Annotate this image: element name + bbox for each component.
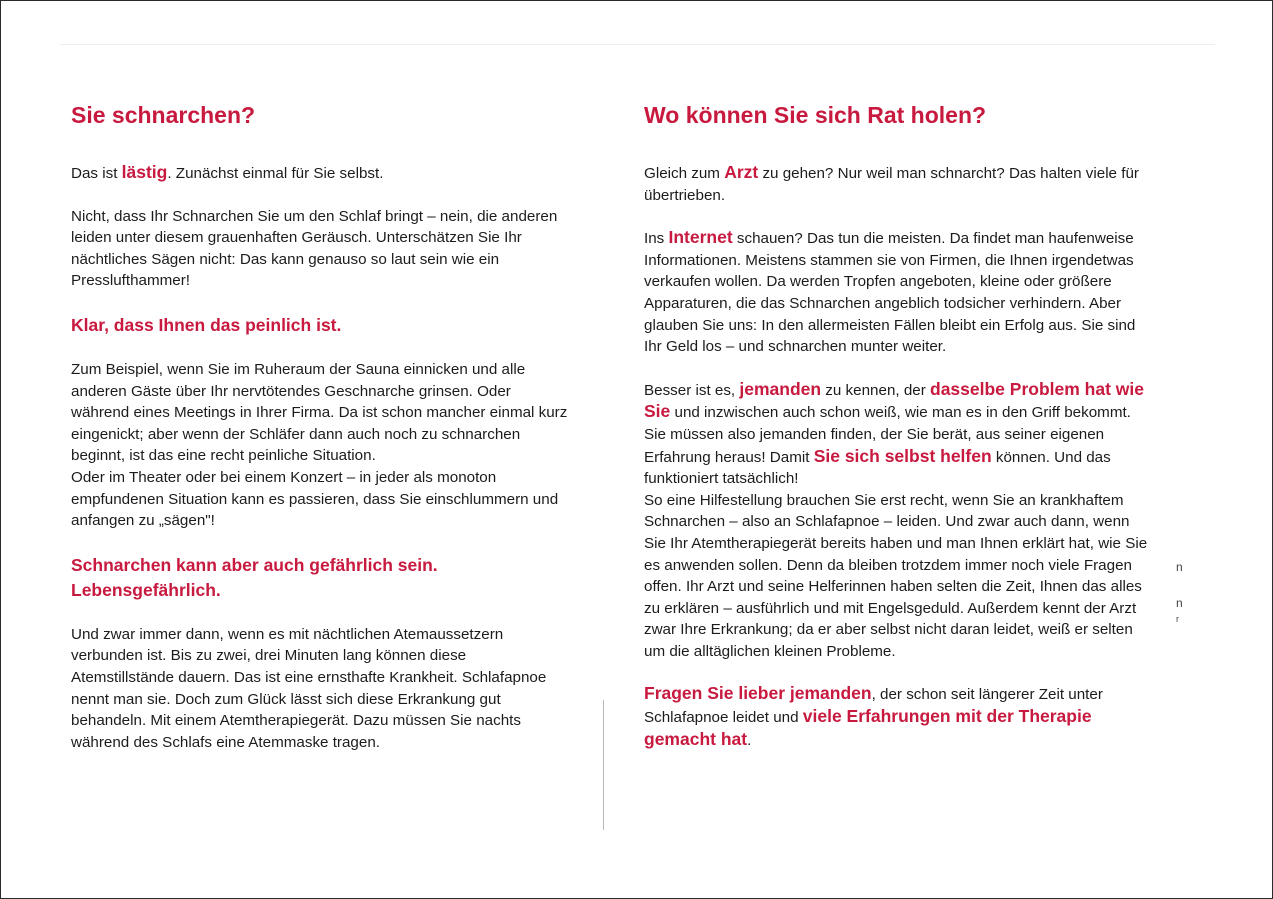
left-page <box>71 100 571 753</box>
page-fold-line <box>603 700 604 830</box>
scan-top-line <box>60 44 1215 45</box>
right-paragraph-5: Fragen Sie lieber jemanden, der schon seit längerer Zeit unter Schlafapnoe leidet und viele Erfahrungen mit der Therapie gemacht hat. <box>644 683 1103 749</box>
left-subheading-embarrassing: Klar, dass Ihnen das peinlich ist. <box>71 314 342 335</box>
right-paragraph-3: Besser ist es, jemanden zu kennen, der dasselbe Problem hat wie Sie und inzwischen auch schon weiß, wie man es in den Griff bekommt. Sie müssen also jemanden finden, der Sie berät, aus seiner eigenen Erfahrung heraus! Damit Sie sich selbst helfen können. Und das funktioniert tatsächlich! <box>644 378 1144 488</box>
right-page <box>644 100 1154 751</box>
margin-mark: n <box>1176 596 1183 610</box>
margin-mark: n <box>1176 560 1183 574</box>
left-paragraph-4: Oder im Theater oder bei einem Konzert – in jeder als monoton empfundenen Situation kann es passieren, dass Sie einschlummern und anfangen zu „sägen"! <box>71 468 559 530</box>
left-paragraph-5: Und zwar immer dann, wenn es mit nächtlichen Atemaussetzern verbunden ist. Bis zu zwei, drei Minuten lang können diese Atemstillstände dauern. Das ist eine ernsthafte Krankheit. Schlafapnoe nennt man sie. Doch zum Glück lässt sich diese Erkrankung gut behandeln. Mit einem Atemtherapiegerät. Dazu müssen Sie nachts während des Schlafs eine Atemmaske tragen. <box>71 625 547 751</box>
right-page-title: Wo können Sie sich Rat holen? <box>644 102 987 128</box>
right-paragraph-2: Ins Internet schauen? Das tun die meisten. Da findet man haufenweise Informationen. Meistens stammen sie von Firmen, die Ihnen irgendetwas verkaufen wollen. Da werden Tropfen angeboten, kleine oder größere Apparaturen, die das Schnarchen angeblich todsicher verhindern. Aber glauben Sie uns: In den allermeisten Fällen bleibt ein Erfolg aus. Sie sind Ihr Geld los – und schnarchen munter weiter. <box>644 227 1136 356</box>
left-page-title: Sie schnarchen? <box>71 102 256 128</box>
left-paragraph-1: Das ist lästig. Zunächst einmal für Sie selbst. <box>71 162 384 182</box>
left-paragraph-3: Zum Beispiel, wenn Sie im Ruheraum der Sauna einnicken und alle anderen Gäste über Ihr nervtötendes Geschnarche grinsen. Oder während eines Meetings in Ihrer Firma. Da ist schon mancher einmal kurz eingenickt; aber wenn der Schläfer dann auch noch zu schnarchen beginnt, ist das eine recht peinliche Situation. <box>71 360 568 465</box>
left-paragraph-2: Nicht, dass Ihr Schnarchen Sie um den Schlaf bringt – nein, die anderen leiden unter diesem grauenhaften Geräusch. Unterschätzen Sie Ihr nächtliches Sägen nicht: Das kann genauso so laut sein wie ein Presslufthammer! <box>71 207 558 290</box>
right-paragraph-4: So eine Hilfestellung brauchen Sie erst recht, wenn Sie an krankhaftem Schnarchen – also an Schlafapnoe – leiden. Und zwar auch dann, wenn Sie Ihr Atemtherapiegerät bereits haben und man Ihnen erklärt hat, wie Sie es anwenden sollen. Denn da bleiben trotzdem immer noch viele Fragen offen. Ihr Arzt und seine Helferinnen haben selten die Zeit, Ihnen das alles zu erklären – ausführlich und mit Engelsgeduld. Außerdem kennt der Arzt zwar Ihre Erkrankung; da er aber selbst nicht daran leidet, weiß er selten um die alltäglichen kleinen Probleme. <box>644 491 1148 660</box>
margin-mark: r <box>1176 614 1179 624</box>
right-paragraph-1: Gleich zum Arzt zu gehen? Nur weil man schnarcht? Das halten viele für übertrieben. <box>644 162 1139 204</box>
left-subheading-dangerous: Schnarchen kann aber auch gefährlich sein. Lebensgefährlich. <box>71 554 438 600</box>
